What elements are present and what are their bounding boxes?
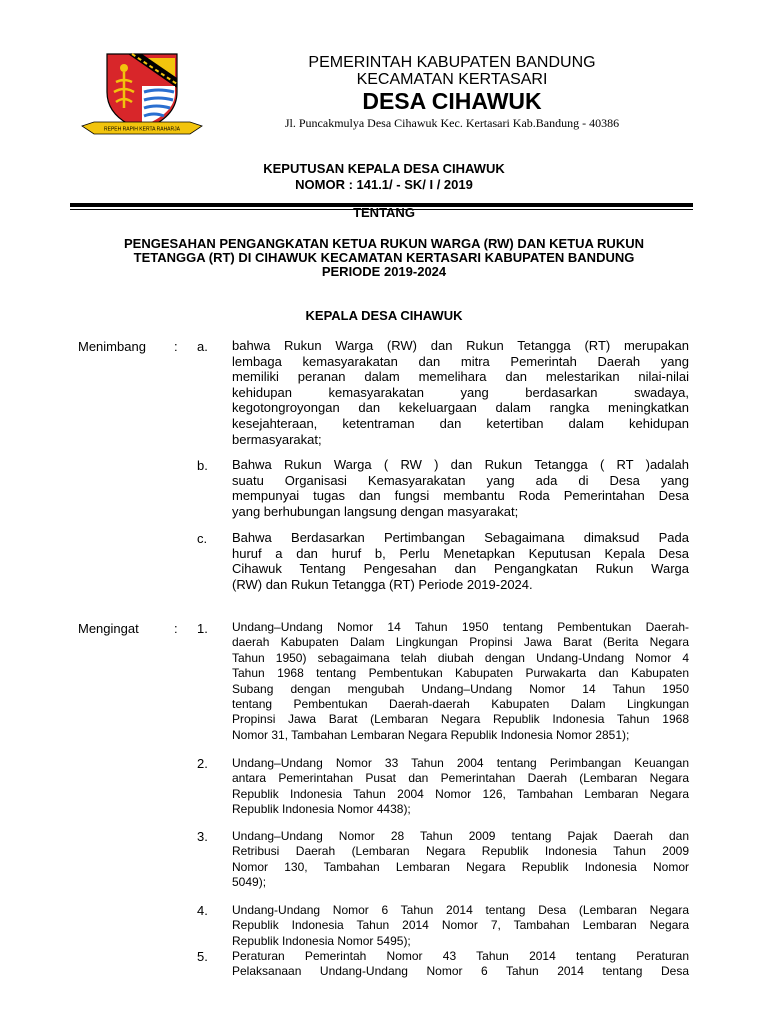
paragraph-line: yang berhubungan langsung dengan masyarakat; xyxy=(232,503,519,519)
paragraph-line: Nomor 130, Tambahan Lembaran Negara Republik Indonesia Nomor xyxy=(232,859,689,874)
item-marker: a. xyxy=(197,339,208,354)
shield-emblem xyxy=(107,54,177,130)
paragraph-line: Propinsi Jawa Barat (Lembaran Negara Republik Indonesia Tahun 1968 xyxy=(232,712,689,727)
paragraph-line: Cihawuk Tentang Pengesahan dan Pengangkatan Rukun Warga xyxy=(232,561,689,577)
paragraph-line: lembaga kemasyarakatan dan mitra Pemerintah Daerah yang xyxy=(232,353,689,369)
item-marker: 5. xyxy=(197,949,208,964)
mengingat-paragraph-1 xyxy=(232,620,689,743)
mengingat-paragraph-5 xyxy=(232,949,689,980)
regency-logo xyxy=(80,48,204,140)
paragraph-line: bahwa Rukun Warga (RW) dan Rukun Tetangga (RT) merupakan xyxy=(232,338,689,353)
paragraph-line: Pelaksanaan Undang-Undang Nomor 6 Tahun 2014 tentang Desa xyxy=(232,964,689,979)
paragraph-line: Republik Indonesia Nomor 5495); xyxy=(232,933,411,948)
mengingat-colon: : xyxy=(174,621,178,636)
paragraph-line: Retribusi Daerah (Lembaran Negara Republik Indonesia Tahun 2009 xyxy=(232,844,689,859)
paragraph-line: Tahun 1950) sebagaimana telah diubah dengan Undang-Undang Nomor 4 xyxy=(232,650,689,665)
mengingat-paragraph-4 xyxy=(232,903,689,949)
paragraph-line: Republik Indonesia Tahun 2014 Nomor 7, Tambahan Lembaran Negara xyxy=(232,918,689,933)
tentang-heading: TENTANG xyxy=(353,205,415,220)
menimbang-paragraph-c xyxy=(232,530,689,592)
item-marker: c. xyxy=(197,531,208,546)
paragraph-line: 5049); xyxy=(232,875,267,890)
mengingat-label: Mengingat xyxy=(78,621,139,636)
paragraph-line: daerah Kabupaten Dalam Lingkungan Propinsi Jawa Barat (Berita Negara xyxy=(232,635,689,650)
menimbang-colon: : xyxy=(174,339,178,354)
header-village: DESA CIHAWUK xyxy=(362,88,542,114)
paragraph-line: Undang–Undang Nomor 28 Tahun 2009 tentang Pajak Daerah dan xyxy=(232,829,689,843)
paragraph-line: Subang dengan mengubah Undang–Undang Nomor 14 Tahun 1950 xyxy=(232,681,689,696)
paragraph-line: Undang–Undang Nomor 33 Tahun 2004 tentang Perimbangan Keuangan xyxy=(232,756,689,770)
paragraph-line: (RW) dan Rukun Tetangga (RT) Periode 2019-2024. xyxy=(232,576,533,592)
decree-number: NOMOR : 141.1/ - SK/ I / 2019 xyxy=(295,177,473,192)
mengingat-paragraph-2 xyxy=(232,756,689,818)
paragraph-line: mempunyai tugas dan fungsi membantu Roda Pemerintahan Desa xyxy=(232,488,689,504)
subject-line: PERIODE 2019-2024 xyxy=(321,264,447,279)
item-marker: 2. xyxy=(197,756,208,771)
paragraph-line: tentang Pembentukan Daerah-daerah Kabupaten Dalam Lingkungan xyxy=(232,697,689,712)
paragraph-line: Tahun 1968 tentang Pembentukan Kabupaten Purwakarta dan Kabupaten xyxy=(232,666,689,681)
paragraph-line: kegotongroyongan dan kekeluargaan dalam rangka meningkatkan xyxy=(232,400,689,416)
paragraph-line: kesejahteraan, ketentraman dan ketertiban dalam kehidupan xyxy=(232,415,689,431)
paragraph-line: bermasyarakat; xyxy=(232,431,322,447)
menimbang-label: Menimbang xyxy=(78,339,146,354)
item-marker: 3. xyxy=(197,829,208,844)
subject-line: PENGESAHAN PENGANGKATAN KETUA RUKUN WARGA (RW) DAN KETUA RUKUN xyxy=(124,236,644,251)
menimbang-paragraph-a xyxy=(232,338,689,447)
item-marker: 1. xyxy=(197,621,208,636)
paragraph-line: Republik Indonesia Tahun 2004 Nomor 126, Tambahan Lembaran Negara xyxy=(232,786,689,801)
paragraph-line: kehidupan kemasyarakatan yang berdasarkan swadaya, xyxy=(232,384,689,400)
motto-text: REPEH RAPIH KERTA RAHARJA xyxy=(104,126,180,133)
header-district: KECAMATAN KERTASARI xyxy=(356,71,548,88)
header-address: Jl. Puncakmulya Desa Cihawuk Kec. Kertasari Kab.Bandung - 40386 xyxy=(284,116,620,130)
paragraph-line: Undang–Undang Nomor 14 Tahun 1950 tentang Pembentukan Daerah- xyxy=(232,620,689,634)
subject-line: TETANGGA (RT) DI CIHAWUK KECAMATAN KERTASARI KABUPATEN BANDUNG xyxy=(133,250,635,265)
paragraph-line: Bahwa Berdasarkan Pertimbangan Sebagaimana dimaksud Pada xyxy=(232,530,689,545)
item-marker: 4. xyxy=(197,903,208,918)
paragraph-line: Republik Indonesia Nomor 4438); xyxy=(232,802,411,817)
mengingat-paragraph-3 xyxy=(232,829,689,891)
decree-title: KEPUTUSAN KEPALA DESA CIHAWUK xyxy=(263,161,505,176)
paragraph-line: huruf a dan huruf b, Perlu Menetapkan Keputusan Kepala Desa xyxy=(232,545,689,561)
menimbang-paragraph-b xyxy=(232,457,689,519)
paragraph-line: antara Pemerintahan Pusat dan Pemerintahan Daerah (Lembaran Negara xyxy=(232,771,689,786)
paragraph-line: memiliki peranan dalam memelihara dan melestarikan nilai-nilai xyxy=(232,369,689,385)
paragraph-line: Undang-Undang Nomor 6 Tahun 2014 tentang Desa (Lembaran Negara xyxy=(232,903,689,917)
header-government: PEMERINTAH KABUPATEN BANDUNG xyxy=(308,54,596,71)
paragraph-line: Peraturan Pemerintah Nomor 43 Tahun 2014 tentang Peraturan xyxy=(232,949,689,963)
paragraph-line: Bahwa Rukun Warga ( RW ) dan Rukun Tetangga ( RT )adalah xyxy=(232,457,689,472)
authority-heading: KEPALA DESA CIHAWUK xyxy=(305,308,463,323)
paragraph-line: Nomor 31, Tambahan Lembaran Negara Republik Indonesia Nomor 2851); xyxy=(232,727,630,742)
item-marker: b. xyxy=(197,458,208,473)
paragraph-line: suatu Organisasi Kemasyarakatan yang ada di Desa yang xyxy=(232,472,689,488)
